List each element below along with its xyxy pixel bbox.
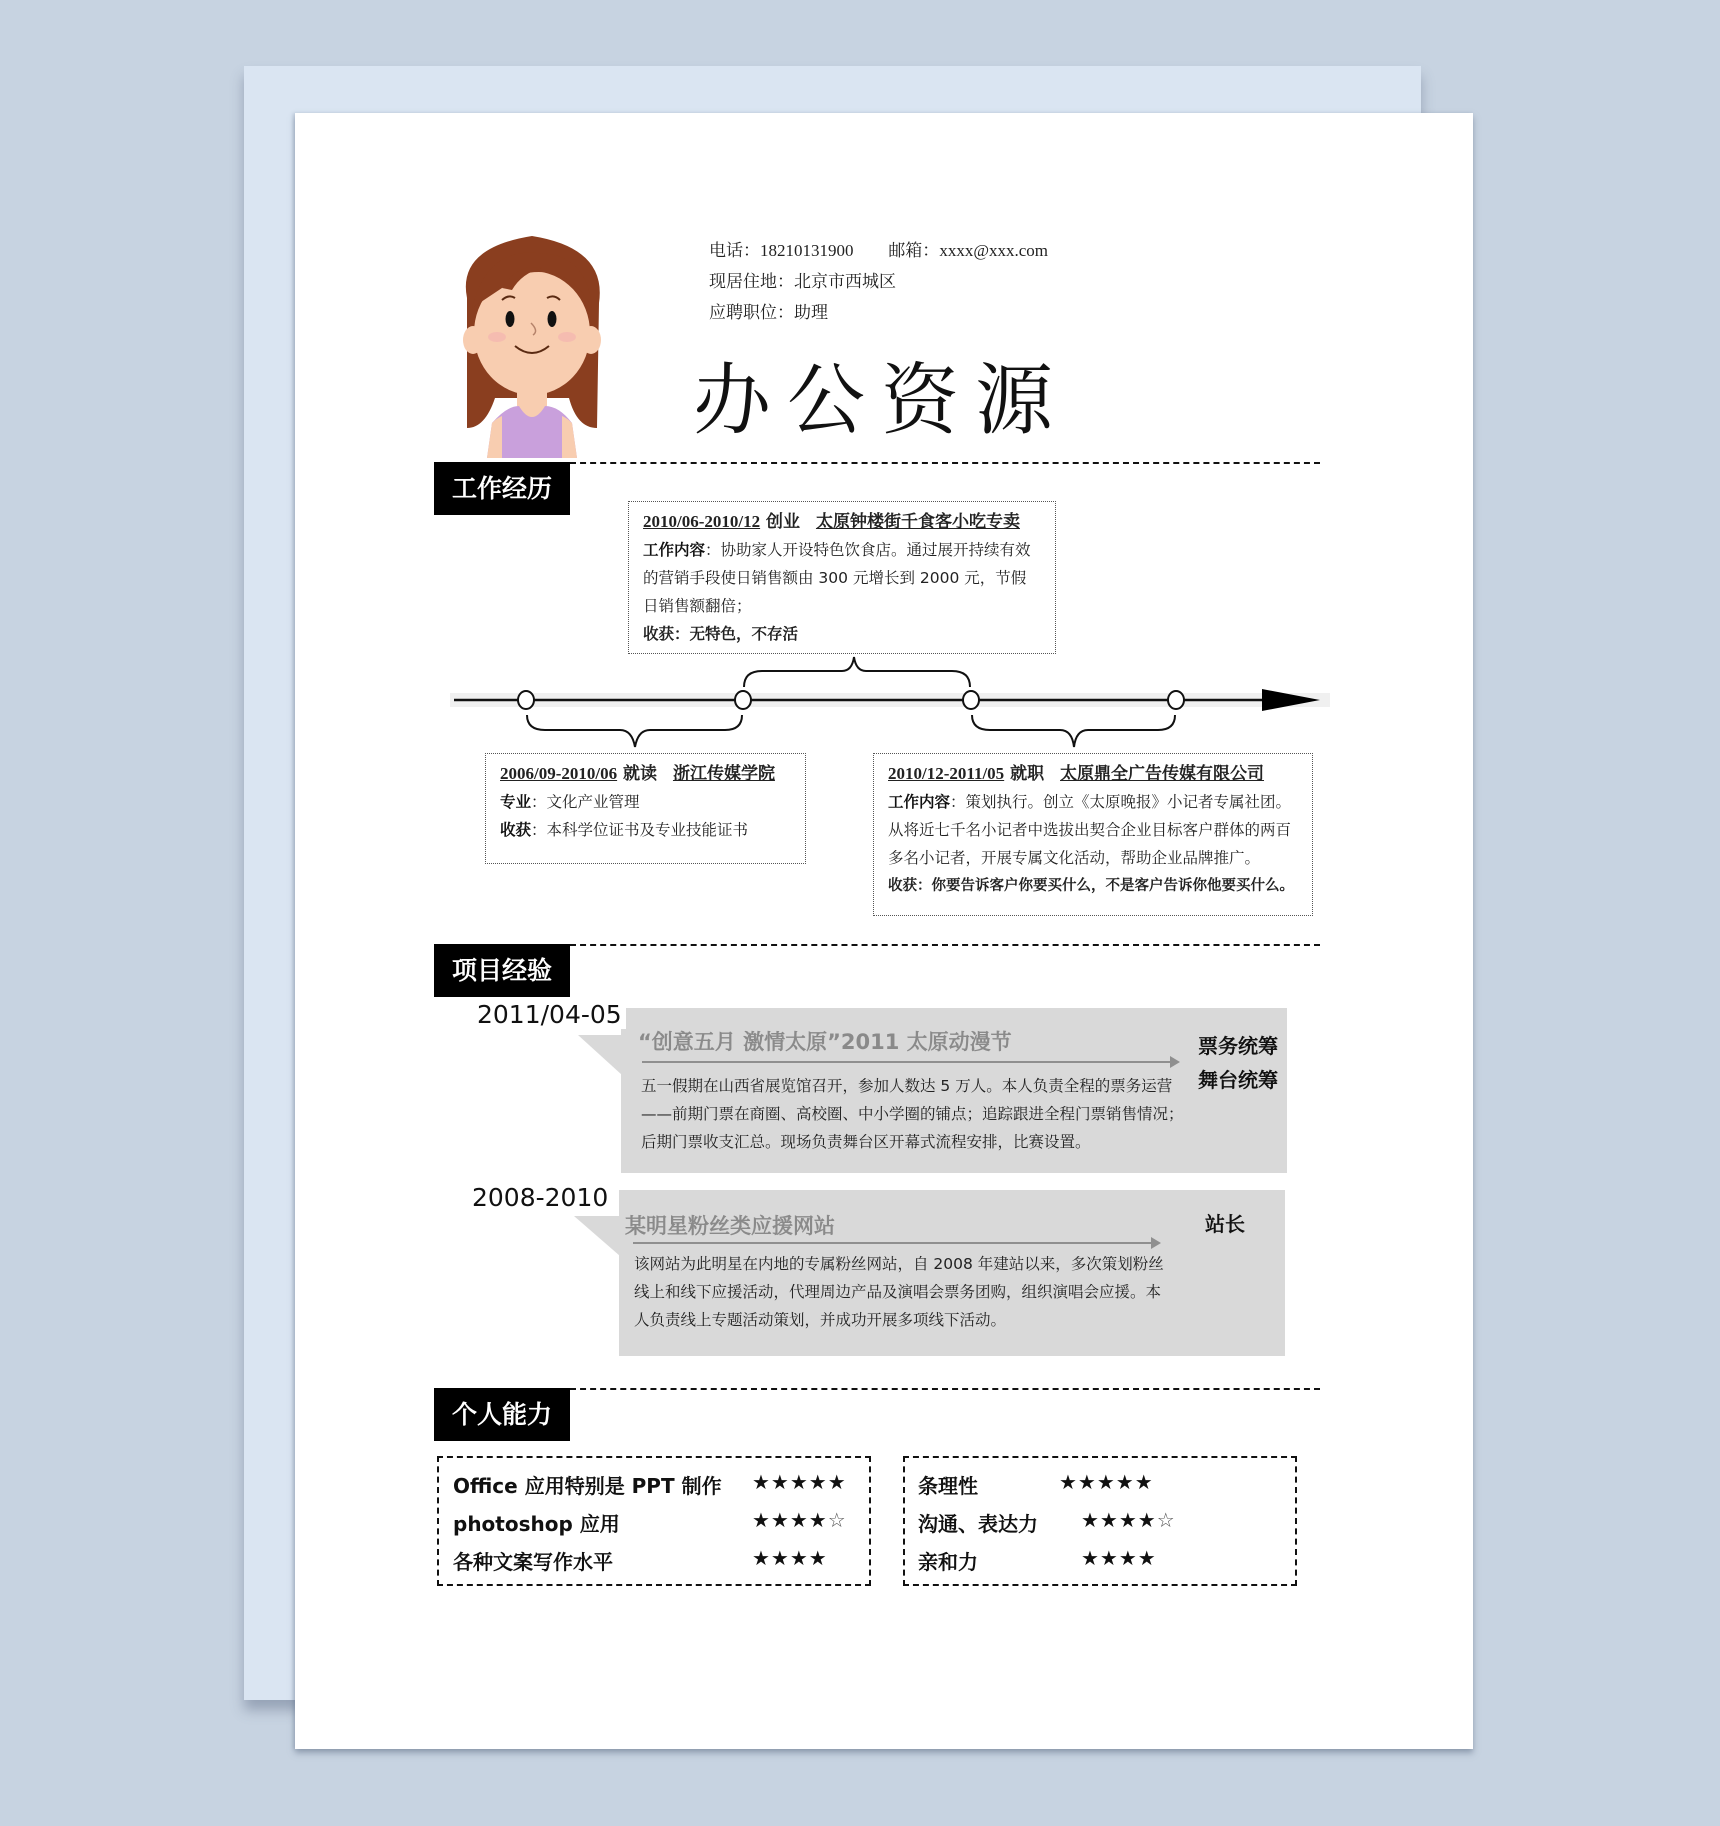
project-role: 站长 [1205,1212,1245,1236]
section-tag-skills: 个人能力 [434,1388,570,1441]
skill-rating-stars [1081,1508,1176,1532]
work-entry-type: 创业 [766,512,801,532]
work-entry-employment [873,753,1313,916]
star-filled-icon: ★★★★★ [752,1470,847,1494]
work-entry-gain [500,816,791,844]
position-label: 应聘职位： [709,303,794,323]
work-entry-startup [628,501,1056,654]
avatar-illustration [447,228,617,458]
work-entry-type: 就职 [1010,764,1045,784]
skill-name: photoshop 应用 [453,1512,620,1536]
contact-line-phone-email [709,236,1048,261]
gain-label: 收获 [888,878,917,894]
detail-label: 工作内容 [643,541,706,559]
star-empty-icon: ☆ [1156,1508,1176,1532]
project-title: “创意五月 激情太原”2011 太原动漫节 [638,1030,1012,1054]
work-entry-heading [888,760,1298,788]
work-entry-detail [643,536,1041,620]
project-date: 2011/04-05 [473,1000,626,1029]
project-role: 票务统筹 [1198,1034,1278,1058]
contact-line-position [709,298,828,323]
work-entry-date: 2006/09-2010/06 [500,764,618,783]
project-description: 五一假期在山西省展览馆召开，参加人数达 5 万人。本人负责全程的票务运营——前期门票在商圈、高校圈、中小学圈的铺点；追踪跟进全程门票销售情况；后期门票收支汇总。现场负责舞台区开幕式流程安排，比赛设置。 [641,1077,1184,1151]
work-entry-type: 就读 [623,764,658,784]
gain-text: ：本科学位证书及专业技能证书 [531,821,749,839]
skill-name: 条理性 [918,1474,978,1498]
work-entry-gain [643,620,1041,648]
resume-title: 办公资源 [693,356,1070,446]
phone-value: 18210131900 [760,241,854,260]
star-filled-icon: ★★★★ [752,1508,828,1532]
skill-rating-stars [752,1470,847,1494]
detail-label: 专业 [500,793,532,811]
project-arrow [642,1061,1172,1063]
star-filled-icon: ★★★★ [752,1546,828,1570]
skill-rating-stars [1059,1470,1154,1494]
project-description: 该网站为此明星在内地的专属粉丝网站，自 2008 年建站以来，多次策划粉丝线上和线下应援活动，代理周边产品及演唱会票务团购，组织演唱会应援。本人负责线上专题活动策划，并成功开展多项线下活动。 [634,1255,1164,1329]
detail-text: ：协助家人开设特色饮食店。通过展开持续有效的营销手段使日销售额由 300 元增长到 2000 元，节假日销售额翻倍； [643,541,1031,615]
detail-text: ：文化产业管理 [531,793,640,811]
star-empty-icon: ☆ [827,1508,847,1532]
work-entry-heading [643,508,1041,536]
work-entry-detail [500,788,791,816]
contact-line-address [709,267,896,292]
section-divider-skills [570,1388,1320,1390]
gain-label: 收获 [643,625,675,643]
address-value: 北京市西城区 [794,272,896,292]
work-entry-org: 浙江传媒学院 [672,764,775,784]
gain-label: 收获 [500,821,532,839]
detail-text: ：策划执行。创立《太原晚报》小记者专属社团。从将近七千名小记者中选拔出契合企业目标客户群体的两百多名小记者，开展专属文化活动，帮助企业品牌推广。 [888,793,1292,867]
skill-name: 亲和力 [918,1550,978,1574]
email-value: xxxx@xxx.com [939,241,1048,260]
section-tag-projects: 项目经验 [434,944,570,997]
work-entry-org: 太原鼎全广告传媒有限公司 [1060,764,1265,784]
skill-rating-stars [752,1508,847,1532]
section-tag-work: 工作经历 [434,462,570,515]
project-title: 某明星粉丝类应援网站 [625,1214,835,1238]
star-filled-icon: ★★★★ [1081,1546,1157,1570]
detail-label: 工作内容 [888,793,951,811]
work-entry-education [485,753,806,864]
email-label: 邮箱： [888,241,940,261]
work-entry-date: 2010/06-2010/12 [643,512,761,531]
skill-rating-stars [1081,1546,1157,1570]
phone-label: 电话： [709,241,760,261]
work-entry-detail [888,788,1298,872]
work-entry-gain [888,872,1298,900]
work-entry-date: 2010/12-2011/05 [888,764,1005,783]
work-entry-org: 太原钟楼街千食客小吃专卖 [815,512,1020,532]
star-filled-icon: ★★★★★ [1059,1470,1154,1494]
timeline-graphic [440,655,1360,755]
skill-name: 沟通、表达力 [918,1512,1038,1536]
section-divider-work [570,462,1320,464]
address-label: 现居住地： [709,272,794,292]
project-arrow [633,1242,1153,1244]
position-value: 助理 [794,303,828,323]
skill-name: Office 应用特别是 PPT 制作 [453,1474,722,1498]
gain-text: ：你要告诉客户你要买什么，不是客户告诉你他要买什么。 [917,878,1294,894]
project-date: 2008-2010 [468,1183,612,1212]
project-role: 舞台统筹 [1198,1068,1278,1092]
star-filled-icon: ★★★★ [1081,1508,1157,1532]
skill-rating-stars [752,1546,828,1570]
gain-text: ：无特色，不存活 [674,625,799,643]
work-entry-heading [500,760,791,788]
skill-name: 各种文案写作水平 [453,1550,613,1574]
section-divider-projects [570,944,1320,946]
